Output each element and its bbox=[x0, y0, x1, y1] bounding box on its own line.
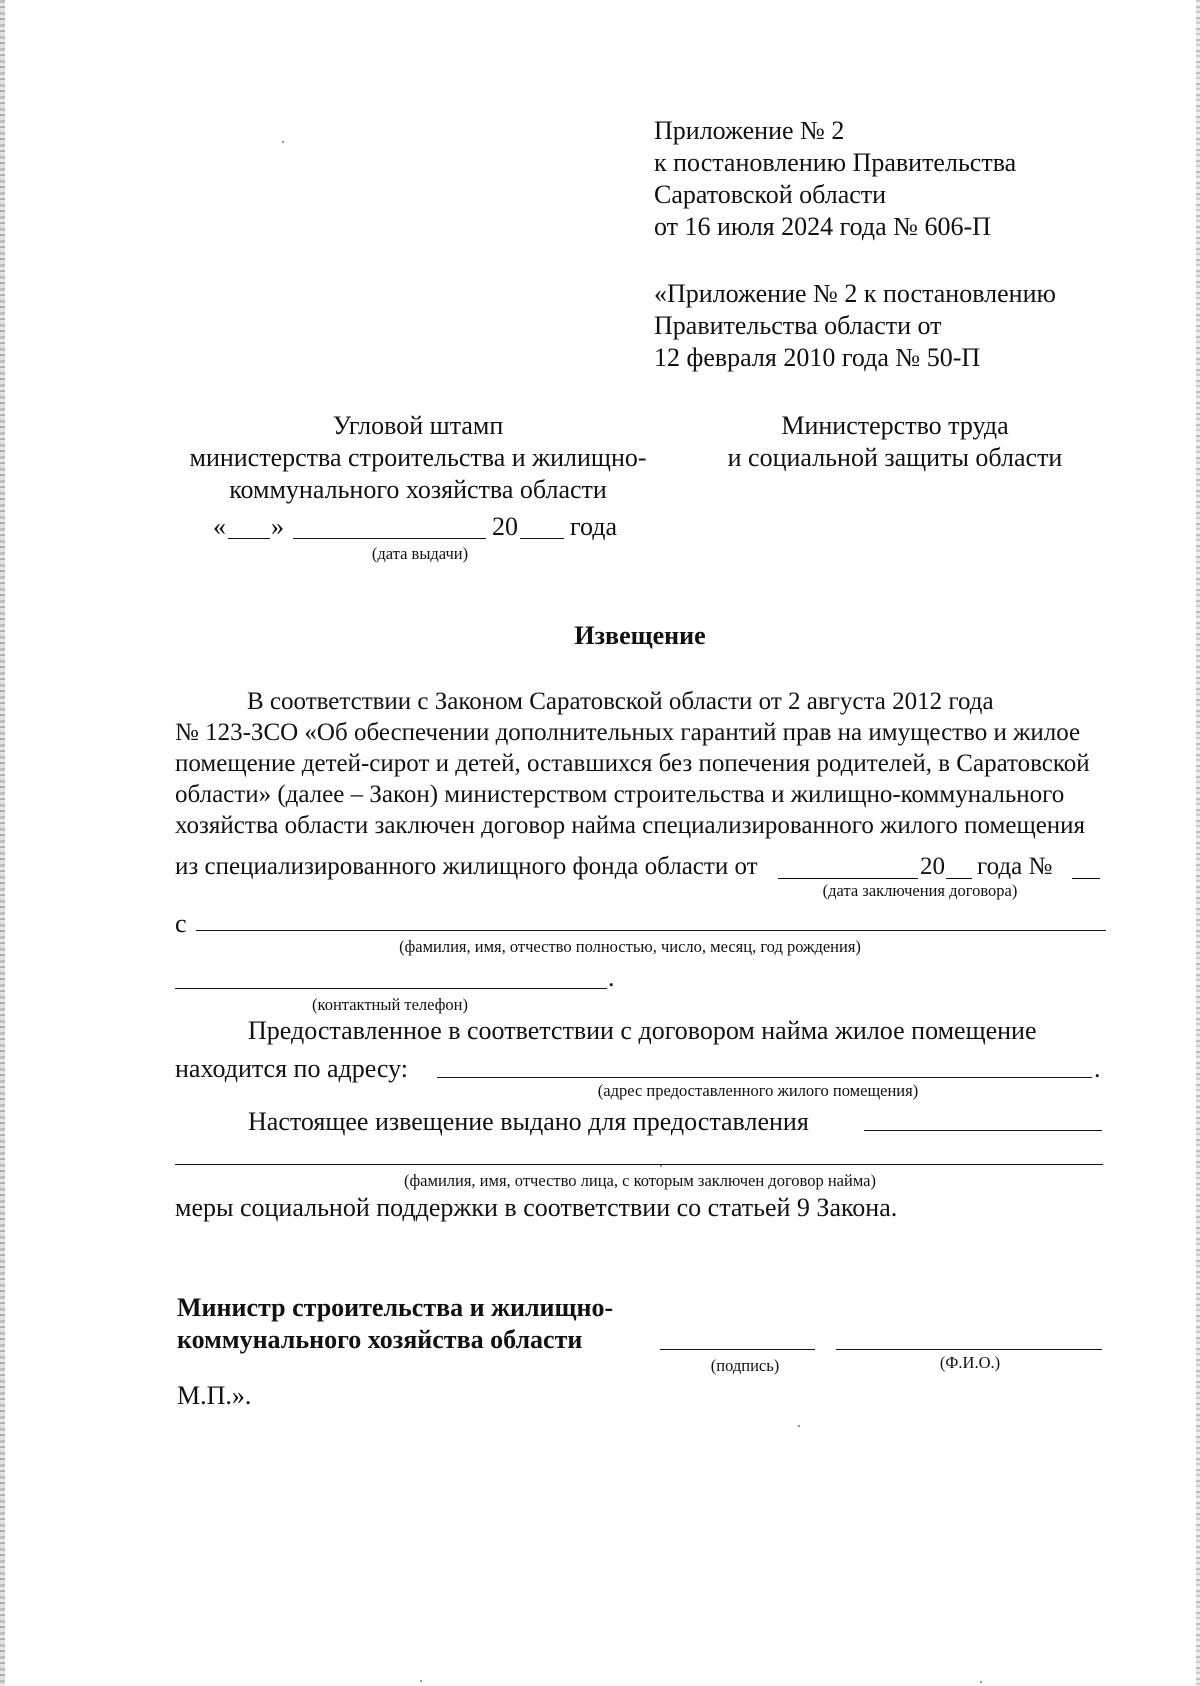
paragraph-line: № 123-ЗСО «Об обеспечении дополнительных гарантий прав на имущество и жилое bbox=[175, 719, 1081, 746]
scan-speck bbox=[282, 141, 284, 143]
contract-year-blank bbox=[946, 878, 972, 879]
minister-title bbox=[177, 1292, 613, 1356]
header-line: от 16 июля 2024 года № 606-П bbox=[654, 212, 991, 241]
phone-terminator: . bbox=[608, 963, 615, 992]
phone-caption: (контактный телефон) bbox=[312, 995, 468, 1014]
paragraph-line: помещение детей-сирот и детей, оставшихся без попечения родителей, в Саратовской bbox=[175, 750, 1090, 777]
stamp-year-blank bbox=[520, 538, 564, 539]
contract-date-caption: (дата заключения договора) bbox=[822, 881, 1018, 900]
tenant-details-blank bbox=[196, 930, 1106, 931]
address-caption: (адрес предоставленного жилого помещения) bbox=[597, 1081, 919, 1100]
minister-title-line: коммунального хозяйства области bbox=[177, 1325, 583, 1354]
header-line: к постановлению Правительства bbox=[654, 148, 1017, 177]
quoted-header-line: «Приложение № 2 к постановлению bbox=[654, 279, 1056, 308]
scan-speck bbox=[660, 1165, 662, 1167]
paragraph-issued-line1: Настоящее извещение выдано для предоставления bbox=[248, 1107, 809, 1136]
contract-number-blank bbox=[1072, 878, 1100, 879]
issued-for-blank bbox=[864, 1130, 1102, 1131]
recipient-line: и социальной защиты области bbox=[727, 443, 1063, 472]
contract-date-line-text: из специализированного жилищного фонда области от bbox=[175, 853, 758, 880]
paragraph-address-prefix: находится по адресу: bbox=[175, 1054, 408, 1083]
paragraph-main bbox=[175, 686, 1113, 841]
scan-edge-right bbox=[1196, 0, 1200, 1686]
scan-speck bbox=[420, 1680, 422, 1682]
paragraph-issued-line3: меры социальной поддержки в соответствии со статьей 9 Закона. bbox=[175, 1193, 898, 1222]
header-line: Саратовской области bbox=[654, 180, 887, 209]
paragraph-line: хозяйства области заключен договор найма специализированного жилого помещения bbox=[175, 812, 1086, 839]
contract-date-blank bbox=[778, 878, 918, 879]
contract-number-label: года № bbox=[977, 853, 1053, 880]
stamp-line: министерства строительства и жилищно- bbox=[189, 443, 647, 472]
stamp-line: коммунального хозяйства области bbox=[229, 475, 607, 504]
signature-caption: (подпись) bbox=[710, 1356, 780, 1375]
phone-blank bbox=[175, 988, 607, 989]
minister-title-line: Министр строительства и жилищно- bbox=[177, 1293, 614, 1322]
document-title: Извещение bbox=[574, 621, 706, 650]
stamp-month-blank bbox=[293, 538, 486, 539]
quoted-header-line: 12 февраля 2010 года № 50-П bbox=[654, 343, 981, 372]
stamp-date-quote-close: » bbox=[271, 512, 284, 541]
seal-place-mark: М.П.». bbox=[177, 1381, 252, 1410]
paragraph-line: В соответствии с Законом Саратовской области от 2 августа 2012 года bbox=[247, 688, 994, 715]
with-prefix: с bbox=[175, 909, 187, 938]
address-terminator: . bbox=[1094, 1054, 1101, 1083]
scan-speck bbox=[798, 1425, 800, 1427]
stamp-date-quote-open: « bbox=[213, 512, 226, 541]
paragraph-address-line1: Предоставленное в соответствии с договором найма жилое помещение bbox=[248, 1016, 1037, 1045]
recipient-line: Министерство труда bbox=[781, 411, 1009, 440]
contract-year-prefix: 20 bbox=[920, 853, 945, 880]
stamp-line: Угловой штамп bbox=[332, 411, 504, 440]
stamp-year-suffix: года bbox=[570, 512, 618, 541]
issued-person-caption: (фамилия, имя, отчество лица, с которым заключен договор найма) bbox=[404, 1171, 876, 1190]
appendix-quoted-header bbox=[654, 278, 1056, 374]
full-name-caption: (Ф.И.О.) bbox=[939, 1353, 1001, 1372]
stamp-year-prefix: 20 bbox=[492, 512, 518, 541]
full-name-blank bbox=[836, 1349, 1102, 1350]
stamp-date-caption: (дата выдачи) bbox=[371, 544, 469, 563]
header-line: Приложение № 2 bbox=[654, 116, 845, 145]
corner-stamp-block bbox=[168, 410, 668, 506]
quoted-header-line: Правительства области от bbox=[654, 311, 942, 340]
scan-edge-left bbox=[0, 0, 5, 1686]
signature-blank bbox=[660, 1349, 815, 1350]
issued-person-blank bbox=[175, 1164, 1103, 1165]
address-blank bbox=[437, 1077, 1092, 1078]
scan-speck bbox=[980, 1681, 982, 1683]
tenant-details-caption: (фамилия, имя, отчество полностью, число, месяц, год рождения) bbox=[399, 937, 861, 956]
appendix-header bbox=[654, 115, 1016, 243]
paragraph-line: области» (далее – Закон) министерством строительства и жилищно-коммунального bbox=[175, 781, 1065, 808]
recipient-block bbox=[705, 410, 1085, 474]
stamp-day-blank bbox=[228, 538, 270, 539]
